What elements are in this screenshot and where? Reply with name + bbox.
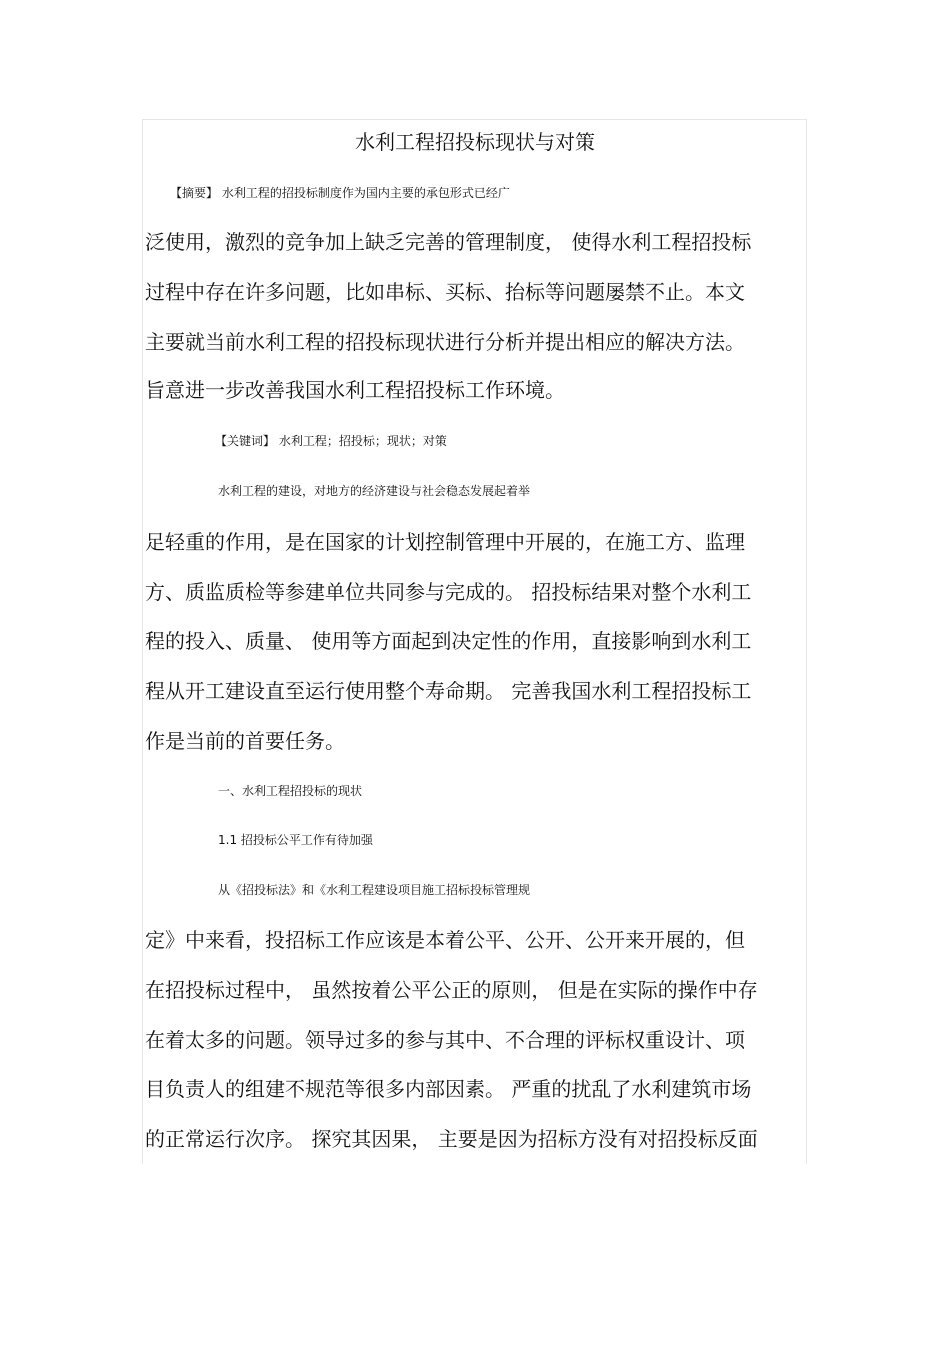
abstract-line-4: 主要就当前水利工程的招投标现状进行分析并提出相应的解决方法。	[145, 330, 745, 354]
body-paragraph-1-line-1: 水利工程的建设，对地方的经济建设与社会稳态发展起着举	[218, 484, 531, 498]
section-heading-1: 一、水利工程招投标的现状	[218, 784, 363, 798]
body-paragraph-1-line-2: 足轻重的作用，是在国家的计划控制管理中开展的，在施工方、监理	[145, 530, 745, 554]
body-paragraph-1-line-5: 程从开工建设直至运行使用整个寿命期。 完善我国水利工程招投标工	[145, 679, 752, 703]
body-paragraph-1-line-4: 程的投入、质量、 使用等方面起到决定性的作用，直接影响到水利工	[145, 629, 752, 653]
body-paragraph-2-line-5: 目负责人的组建不规范等很多内部因素。 严重的扰乱了水利建筑市场	[145, 1077, 752, 1101]
subsection-heading-1-1: 1.1 招投标公平工作有待加强	[218, 833, 373, 847]
keywords-line: 【关键词】 水利工程；招投标；现状；对策	[215, 434, 447, 448]
body-paragraph-2-line-6: 的正常运行次序。 探究其因果， 主要是因为招标方没有对招投标反面	[145, 1127, 758, 1151]
body-paragraph-2-line-4: 在着太多的问题。领导过多的参与其中、不合理的评标权重设计、项	[145, 1028, 745, 1052]
abstract-line-5: 旨意进一步改善我国水利工程招投标工作环境。	[145, 378, 565, 402]
abstract-line-1: 【摘要】 水利工程的招投标制度作为国内主要的承包形式已经广	[170, 186, 510, 200]
body-paragraph-2-line-2: 定》中来看，投招标工作应该是本着公平、公开、公开来开展的，但	[145, 928, 745, 952]
body-paragraph-1-line-3: 方、质监质检等参建单位共同参与完成的。 招投标结果对整个水利工	[145, 580, 752, 604]
abstract-line-3: 过程中存在许多问题，比如串标、买标、抬标等问题屡禁不止。本文	[145, 280, 745, 304]
body-paragraph-2-line-3: 在招投标过程中， 虽然按着公平公正的原则， 但是在实际的操作中存	[145, 978, 758, 1002]
document-title: 水利工程招投标现状与对策	[355, 130, 595, 154]
body-paragraph-2-line-1: 从《招投标法》和《水利工程建设项目施工招标投标管理规	[218, 883, 531, 897]
body-paragraph-1-line-6: 作是当前的首要任务。	[145, 729, 345, 753]
abstract-line-2: 泛使用，激烈的竞争加上缺乏完善的管理制度， 使得水利工程招投标	[145, 230, 752, 254]
